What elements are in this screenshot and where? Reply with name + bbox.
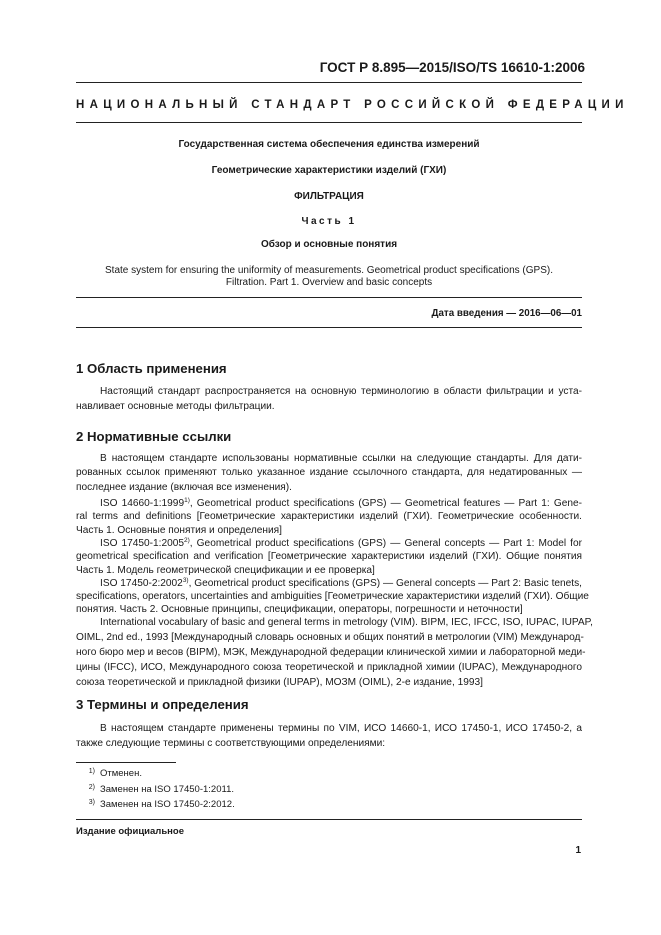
section-2-intro-line-1: В настоящем стандарте использованы нормативные ссылки на следующие стандарты. Для дати- xyxy=(100,453,582,464)
section-2-intro-line-2: рованных ссылок применяют только указанное издание ссылочного стандарта, для недатированных — xyxy=(76,467,582,479)
section-1-title: 1 Область применения xyxy=(76,361,227,376)
part-title: Обзор и основные понятия xyxy=(260,239,398,250)
section-2-intro-line-3: последнее издание (включая все изменения). xyxy=(76,481,292,493)
reference-1-line-1-text: , Geometrical product specifications (GPS) — Geometrical features — Part 1: Gene- xyxy=(189,498,582,509)
footnote-1 xyxy=(76,768,142,779)
gps-title: Геометрические характеристики изделий (ГХИ) xyxy=(211,165,447,176)
reference-3-line-2: specifications, operators, uncertainties and ambiguities [Геометрические характеристики изделий (ГХИ). Общие xyxy=(76,591,589,603)
reference-2-line-1 xyxy=(100,538,582,549)
reference-1-line-1 xyxy=(100,498,582,509)
footnote-3 xyxy=(76,799,235,810)
section-1-line-2: навливает основные методы фильтрации. xyxy=(76,401,275,412)
english-title-line-2: Filtration. Part 1. Overview and basic concepts xyxy=(225,277,433,288)
official-edition: Издание официальное xyxy=(76,826,184,837)
reference-2-line-1-text: , Geometrical product specifications (GPS) — General concepts — Part 1: Model for xyxy=(189,537,582,549)
filtration-title: ФИЛЬТРАЦИЯ xyxy=(294,191,364,202)
title-rule xyxy=(76,122,582,123)
section-3-line-1: В настоящем стандарте применены термины по VIM, ИСО 14660-1, ИСО 17450-1, ИСО 17450-2, а xyxy=(100,723,582,734)
reference-2-line-2: geometrical specification and verification [Геометрические характеристики изделий (ГХИ). Общие понятия xyxy=(76,551,582,563)
footer-rule xyxy=(76,819,582,820)
part-number: Часть 1 xyxy=(301,216,357,227)
footnote-2 xyxy=(76,784,234,795)
reference-3-line-1-text: , Geometrical product specifications (GPS) — General concepts — Part 2: Basic tenets, xyxy=(188,577,582,589)
reference-3-line-3: понятия. Часть 2. Основные принципы, спецификации, операторы, погрешности и неточности] xyxy=(76,604,523,616)
footnote-1-text: Отменен. xyxy=(100,768,142,779)
reference-2-line-1-code: ISO 17450-1:2005 xyxy=(100,537,185,549)
section-1-line-1: Настоящий стандарт распространяется на основную терминологию в области фильтрации и уста- xyxy=(100,386,582,397)
reference-2-line-3: Часть 1. Модель геометрической спецификации и ее проверка] xyxy=(76,564,375,576)
header-rule xyxy=(76,82,582,83)
date-rule xyxy=(76,297,582,298)
section-2-title: 2 Нормативные ссылки xyxy=(76,429,232,444)
reference-1-line-2: ral terms and definitions [Геометрические характеристики изделий (ГХИ). Геометрические особенности. xyxy=(76,511,582,523)
reference-3-line-1-code: ISO 17450-2:2002 xyxy=(100,577,183,589)
reference-1-line-3: Часть 1. Основные понятия и определения] xyxy=(76,524,282,536)
footnote-3-text: Заменен на ISO 17450-2:2012. xyxy=(100,799,235,810)
vim-line-1: International vocabulary of basic and general terms in metrology (VIM). BIPM, IEC, IFCC, ISO, IUPAC, IUPAP, xyxy=(100,617,593,628)
section-3-title: 3 Термины и определения xyxy=(76,697,249,712)
footnote-1-mark: 1) xyxy=(88,768,95,775)
section-3-line-2: также следующие термины с соответствующими определениями: xyxy=(76,738,386,749)
vim-line-5: союза теоретической и прикладной физики (IUPAP), МОЗМ (OIML), 2-е издание, 1993] xyxy=(76,677,483,688)
page-number: 1 xyxy=(575,845,581,856)
reference-1-line-1-code: ISO 14660-1:1999 xyxy=(100,498,185,509)
vim-line-4: цины (IFCC), ИСО, Международного союза теоретической и прикладной химии (IUPAC), Международного xyxy=(76,662,582,673)
reference-2-line-1-footnote-mark: 2) xyxy=(184,536,190,544)
national-standard-title: НАЦИОНАЛЬНЫЙ СТАНДАРТ РОССИЙСКОЙ ФЕДЕРАЦИИ xyxy=(76,99,629,111)
footnote-2-text: Заменен на ISO 17450-1:2011. xyxy=(100,784,234,795)
introduction-date: Дата введения — 2016—06—01 xyxy=(431,308,582,319)
english-title-line-1: State system for ensuring the uniformity of measurements. Geometrical product specifications (GPS). xyxy=(105,265,553,276)
system-title: Государственная система обеспечения единства измерений xyxy=(178,139,480,150)
date-rule-bottom xyxy=(76,327,582,328)
vim-line-3: ного бюро мер и весов (BIPM), МЭК, Международной федерации клинической химии и лабораторной меди- xyxy=(76,647,586,658)
reference-1-line-1-footnote-mark: 1) xyxy=(184,497,190,504)
footnote-2-mark: 2) xyxy=(88,784,95,791)
document-id: ГОСТ Р 8.895—2015/ISO/TS 16610-1:2006 xyxy=(319,60,585,75)
footnote-3-mark: 3) xyxy=(88,799,95,806)
reference-3-line-1 xyxy=(100,578,582,589)
reference-3-line-1-footnote-mark: 3) xyxy=(182,576,189,584)
footnote-rule xyxy=(76,762,176,763)
vim-line-2: OIML, 2nd ed., 1993 [Международный словарь основных и общих понятий в метрологии (VIM) Международ- xyxy=(76,632,584,643)
